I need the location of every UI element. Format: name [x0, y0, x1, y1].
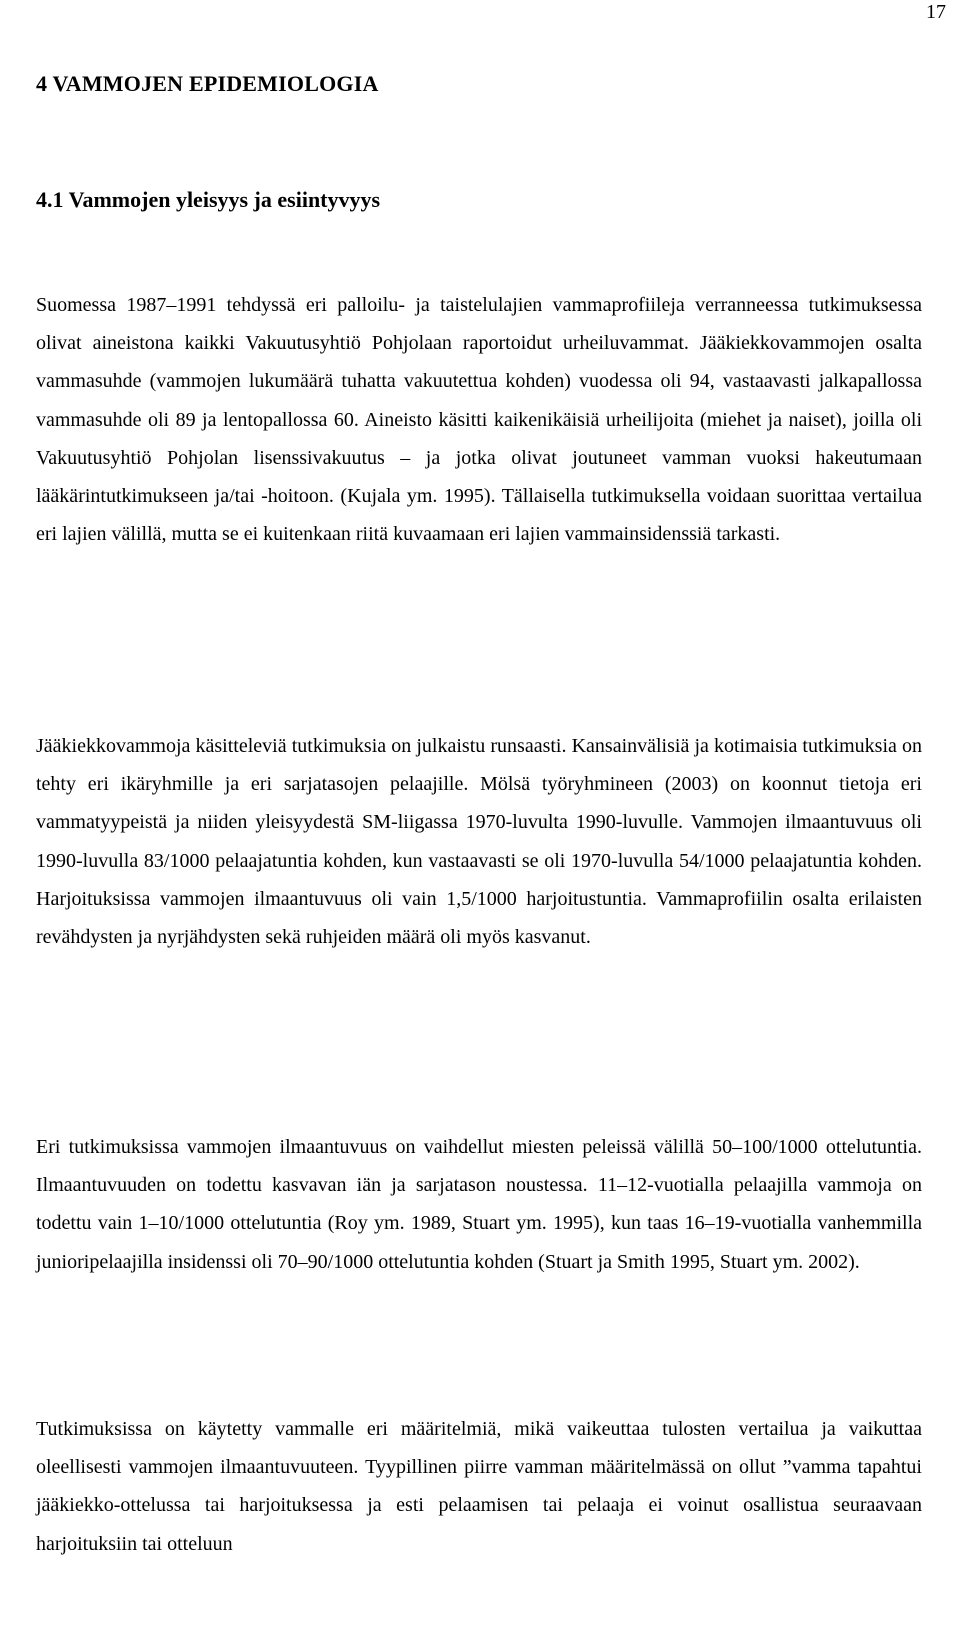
- paragraph-ice-hockey-studies: Jääkiekkovammoja käsitteleviä tutkimuksia on julkaistu runsaasti. Kansainvälisiä ja kotimaisia tutkimuksia on tehty eri ikäryhmille ja eri sarjatasojen pelaajille. Mölsä työryhmineen (2003) on koonnut tietoja eri vammatyypeistä ja niiden yleisyydestä SM-liigassa 1970-luvulta 1990-luvulle. Vammojen ilmaantuvuus oli 1990-luvulla 83/1000 pelaajatuntia kohden, kun vastaavasti se oli 1970-luvulla 54/1000 pelaajatuntia kohden. Harjoituksissa vammojen ilmaantuvuus oli vain 1,5/1000 harjoitustuntia. Vammaprofiilin osalta erilaisten revähdysten ja nyrjähdysten sekä ruhjeiden määrä oli myös kasvanut.: [36, 735, 922, 949]
- section-heading: 4.1 Vammojen yleisyys ja esiintyvyys: [36, 187, 381, 212]
- paragraph-injury-definitions: Tutkimuksissa on käytetty vammalle eri määritelmiä, mikä vaikeuttaa tulosten vertailua ja vaikuttaa oleellisesti vammojen ilmaantuvuuteen. Tyypillinen piirre vamman määritelmässä on ollut ”vamma tapahtui jääkiekko-ottelussa tai harjoituksessa ja esti pelaamisen tai pelaaja ei voinut osallistua seuraavaan harjoituksiin tai otteluun: [36, 1418, 922, 1555]
- paragraph-injury-profiles: Suomessa 1987–1991 tehdyssä eri palloilu- ja taistelulajien vammaprofiileja verranneessa tutkimuksessa olivat aineistona kaikki Vakuutusyhtiö Pohjolaan raportoidut urheiluvammat. Jääkiekkovammojen osalta vammasuhde (vammojen lukumäärä tuhatta vakuutettua kohden) vuodessa oli 94, vastaavasti jalkapallossa vammasuhde oli 89 ja lentopallossa 60. Aineisto käsitti kaikenikäisiä urheilijoita (miehet ja naiset), joilla oli Vakuutusyhtiö Pohjolan lisenssivakuutus – ja jotka olivat joutuneet vamman vuoksi hakeutumaan lääkärintutkimukseen ja/tai -hoitoon. (Kujala ym. 1995). Tällaisella tutkimuksella voidaan suorittaa vertailua eri lajien välillä, mutta se ei kuitenkaan riitä kuvaamaan eri lajien vammainsidenssiä tarkasti.: [36, 294, 922, 546]
- chapter-heading: 4 VAMMOJEN EPIDEMIOLOGIA: [36, 71, 379, 96]
- page-number: 17: [926, 1, 946, 23]
- paragraph-injury-incidence: Eri tutkimuksissa vammojen ilmaantuvuus on vaihdellut miesten peleissä välillä 50–100/1000 ottelutuntia. Ilmaantuvuuden on todettu kasvavan iän ja sarjatason noustessa. 11–12-vuotialla pelaajilla vammoja on todettu vain 1–10/1000 ottelutuntia (Roy ym. 1989, Stuart ym. 1995), kun taas 16–19-vuotialla vanhemmilla junioripelaajilla insidenssi oli 70–90/1000 ottelutuntia kohden (Stuart ja Smith 1995, Stuart ym. 2002).: [36, 1136, 922, 1273]
